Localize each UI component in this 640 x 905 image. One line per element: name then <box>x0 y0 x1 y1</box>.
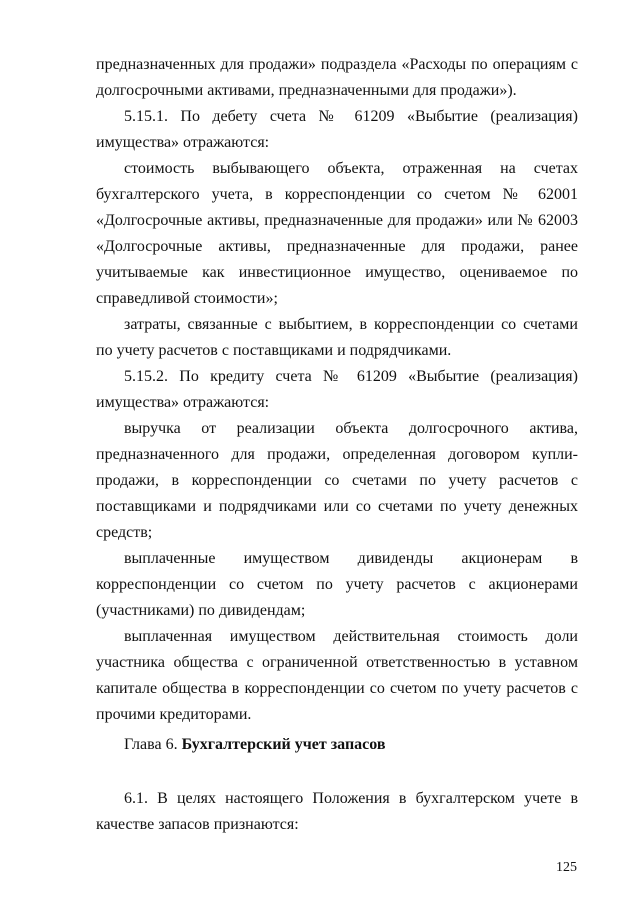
paragraph-credit-item-3: выплаченная имуществом действительная стоимость доли участника общества с ограниченной ответственностью в уставном капитале общества в корреспонденции со счетом по учету расчетов с прочими кредиторами. <box>96 628 578 723</box>
chapter-heading <box>124 732 386 758</box>
chapter-prefix: Глава 6. <box>124 736 178 753</box>
section-6-1 <box>96 786 578 838</box>
body-text <box>96 52 578 728</box>
paragraph-5-15-2: 5.15.2. По кредиту счета № 61209 «Выбытие (реализация) имущества» отражаются: <box>96 368 578 411</box>
chapter-title: Бухгалтерский учет запасов <box>181 736 386 753</box>
paragraph-6-1: 6.1. В целях настоящего Положения в бухгалтерском учете в качестве запасов признаются: <box>96 790 578 833</box>
paragraph-credit-item-1: выручка от реализации объекта долгосрочного актива, предназначенного для продажи, определенная договором купли-продажи, в корреспонденции со счетами по учету расчетов с поставщиками и подрядчиками или со счетами по учету денежных средств; <box>96 420 578 541</box>
paragraph-credit-item-2: выплаченные имуществом дивиденды акционерам в корреспонденции со счетом по учету расчетов с акционерами (участниками) по дивидендам; <box>96 550 578 619</box>
paragraph-5-15-1: 5.15.1. По дебету счета № 61209 «Выбытие (реализация) имущества» отражаются: <box>96 108 578 151</box>
paragraph-continuation: предназначенных для продажи» подраздела «Расходы по операциям с долгосрочными активами, предназначенными для продажи»). <box>96 56 578 99</box>
page-number: 125 <box>556 860 577 875</box>
paragraph-debit-item-1: стоимость выбывающего объекта, отраженная на счетах бухгалтерского учета, в корреспонденции со счетом № 62001 «Долгосрочные активы, предназначенные для продажи» или № 62003 «Долгосрочные активы, предназначенные для продажи, ранее учитываемые как инвестиционное имущество, оцениваемое по справедливой стоимости»; <box>96 160 578 307</box>
paragraph-debit-item-2: затраты, связанные с выбытием, в корреспонденции со счетами по учету расчетов с поставщиками и подрядчиками. <box>96 316 578 359</box>
